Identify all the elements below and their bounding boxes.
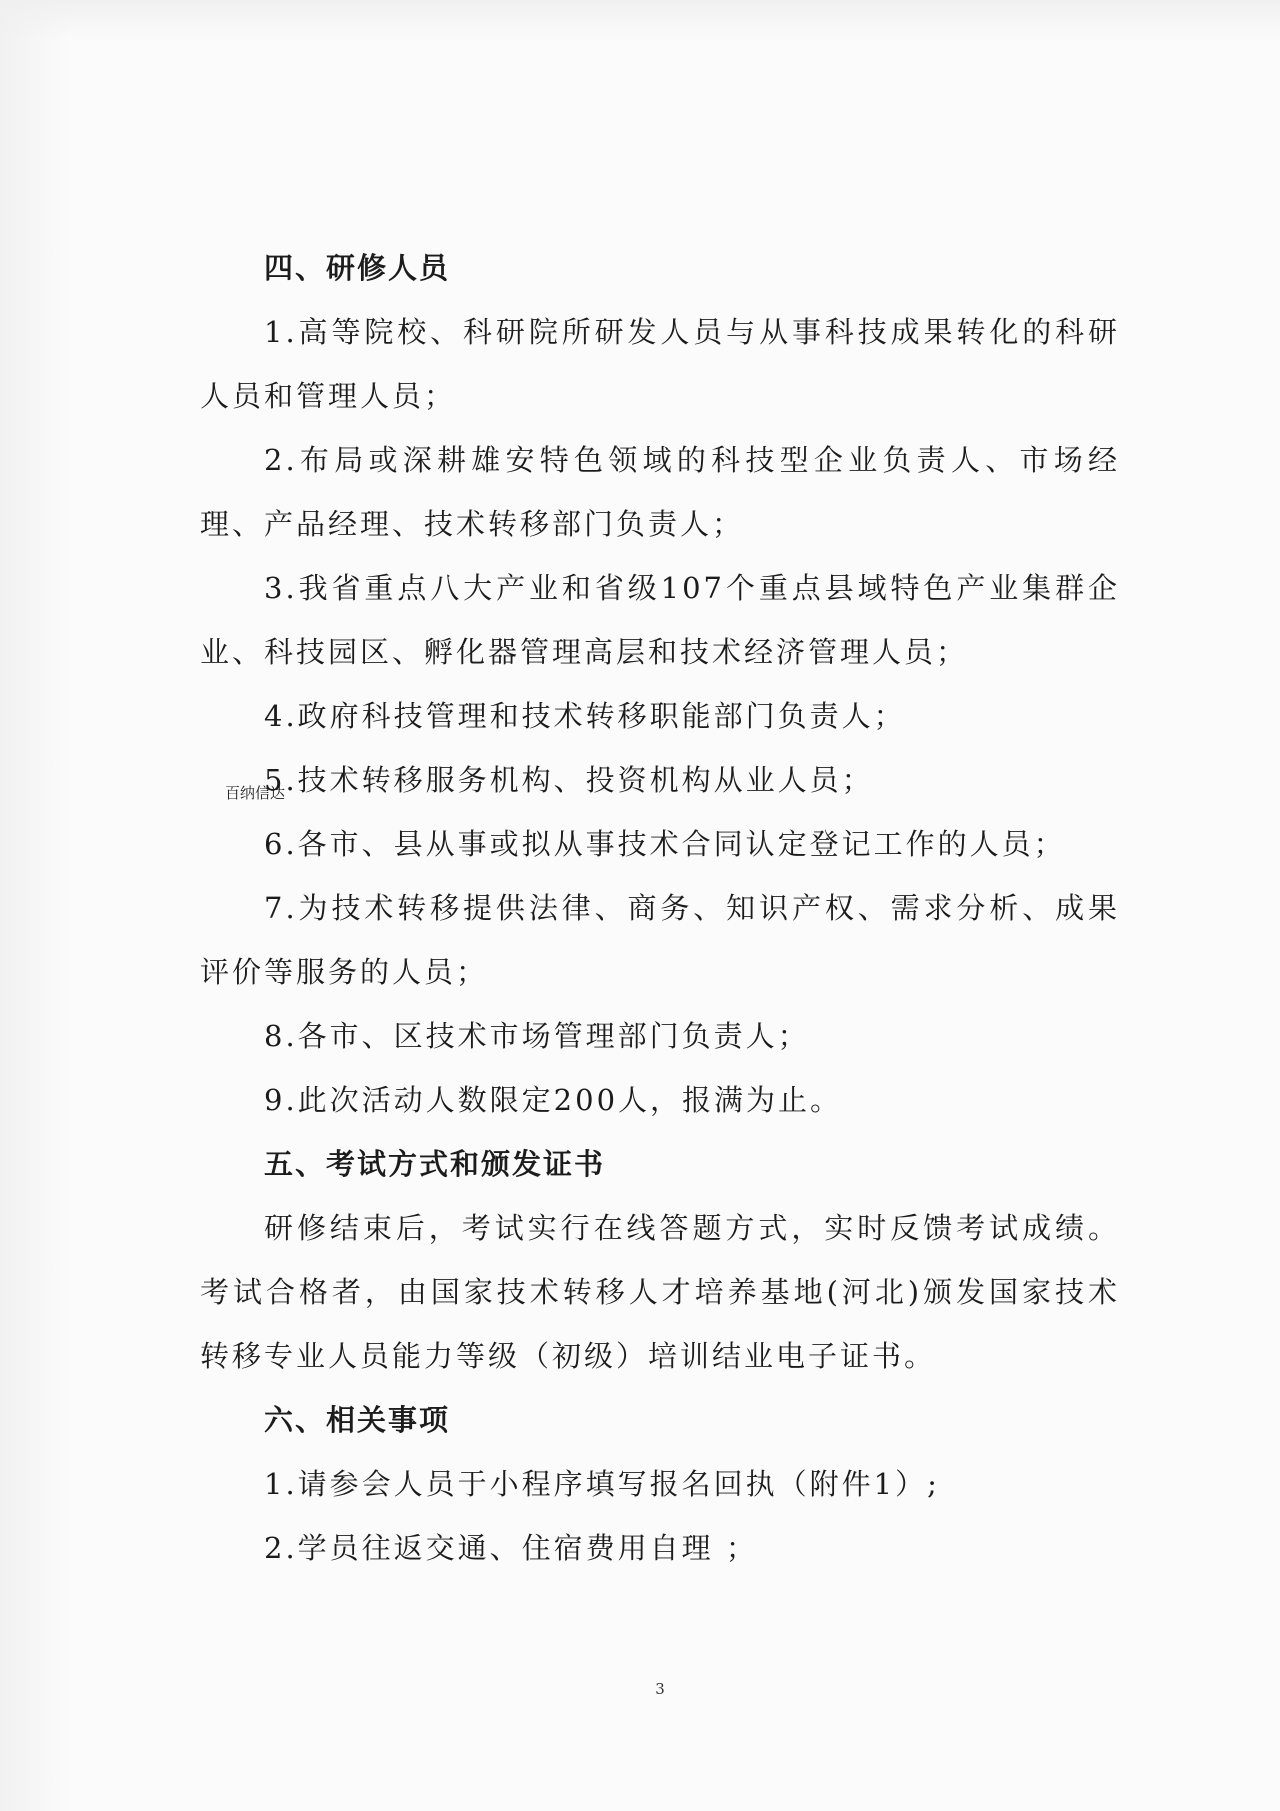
list-item: 1.高等院校、科研院所研发人员与从事科技成果转化的科研人员和管理人员； [200, 315, 1120, 413]
list-item: 2.学员往返交通、住宿费用自理 ； [264, 1531, 758, 1565]
scan-shadow [0, 0, 1280, 40]
list-item: 8.各市、区技术市场管理部门负责人； [264, 1019, 810, 1053]
section-heading-5: 五、考试方式和颁发证书 [264, 1147, 606, 1181]
list-item: 3.我省重点八大产业和省级107个重点县域特色产业集群企业、科技园区、孵化器管理高层和技术经济管理人员； [200, 571, 1120, 669]
list-item: 5.技术转移服务机构、投资机构从业人员； [264, 763, 874, 797]
list-item: 9.此次活动人数限定200人，报满为止。 [264, 1083, 843, 1117]
section-heading-6: 六、相关事项 [264, 1403, 451, 1437]
list-item: 1.请参会人员于小程序填写报名回执（附件1）; [264, 1467, 940, 1501]
list-item: 4.政府科技管理和技术转移职能部门负责人； [264, 699, 906, 733]
document-body [200, 236, 1120, 1580]
watermark-text: 百纳信达 [225, 784, 286, 802]
list-item: 2.布局或深耕雄安特色领域的科技型企业负责人、市场经理、产品经理、技术转移部门负责人； [200, 443, 1120, 541]
section-paragraph: 研修结束后，考试实行在线答题方式，实时反馈考试成绩。考试合格者，由国家技术转移人才培养基地(河北)颁发国家技术转移专业人员能力等级（初级）培训结业电子证书。 [200, 1211, 1120, 1373]
list-item: 6.各市、县从事或拟从事技术合同认定登记工作的人员； [264, 827, 1066, 861]
scan-shadow [0, 0, 70, 1811]
section-heading-4: 四、研修人员 [264, 251, 451, 285]
page-number: 3 [655, 1680, 665, 1698]
list-item: 7.为技术转移提供法律、商务、知识产权、需求分析、成果评价等服务的人员； [200, 891, 1120, 989]
